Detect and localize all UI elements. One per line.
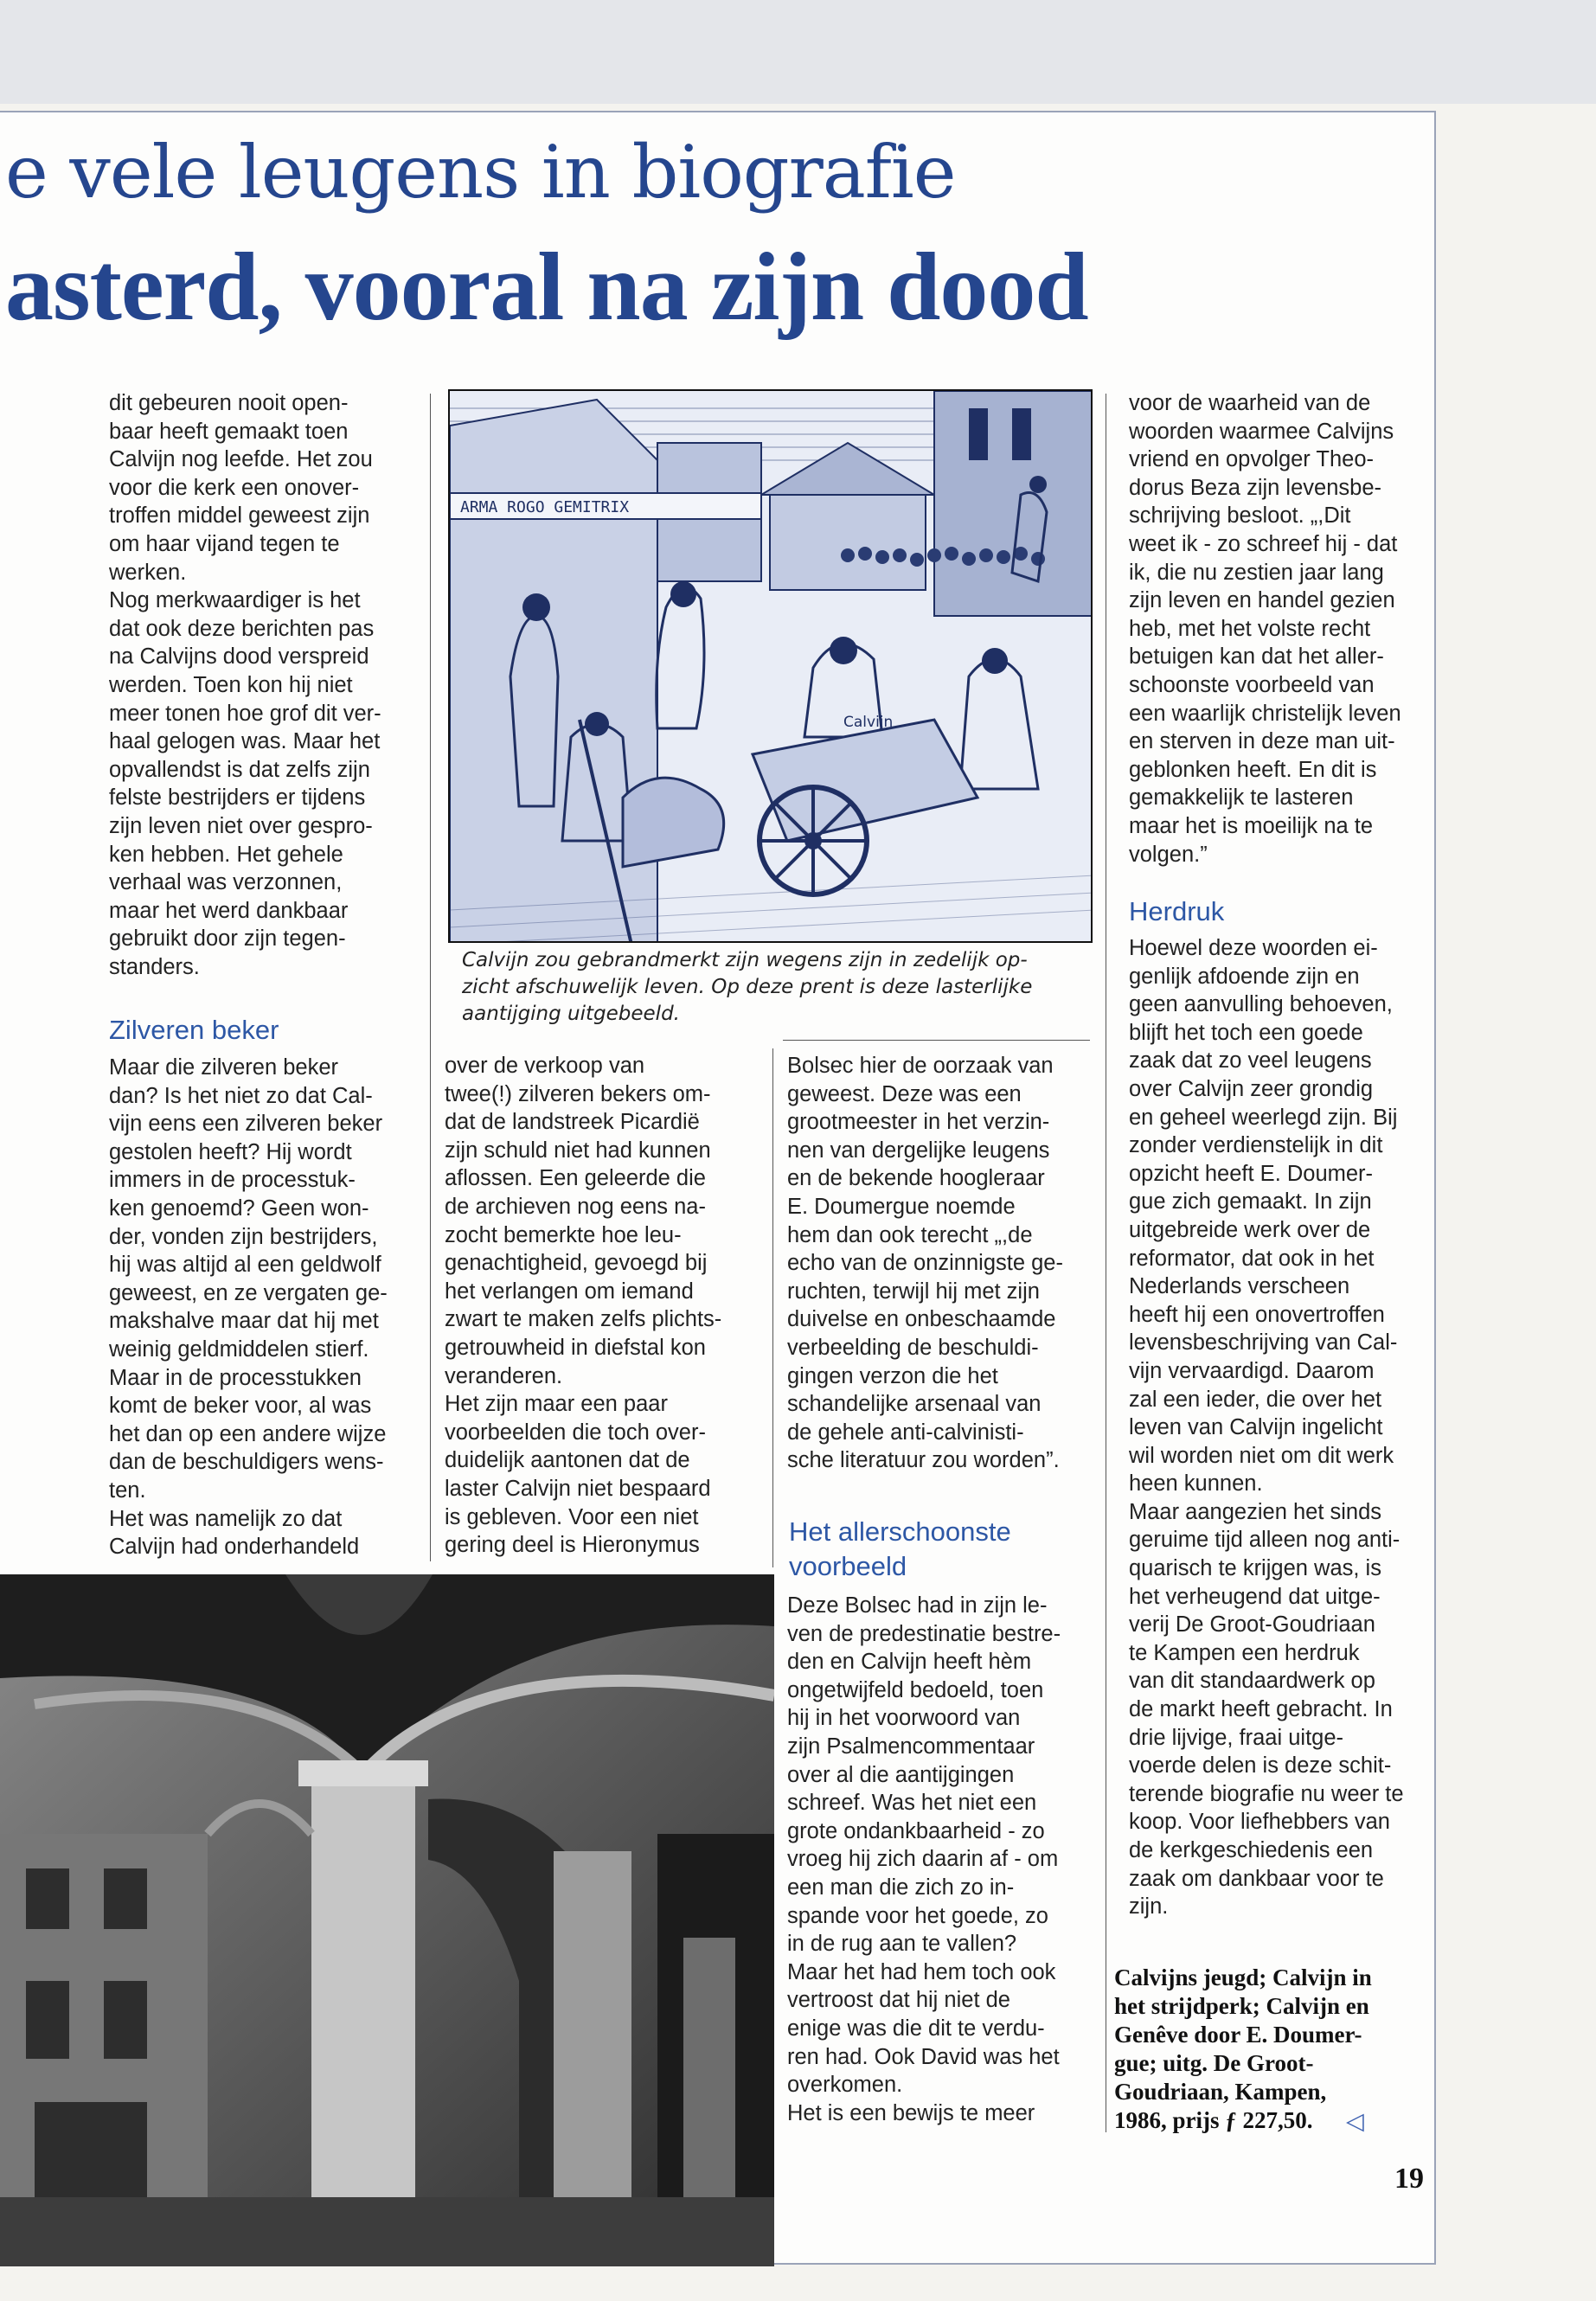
col4-line: vriend en opvolger Theo-	[1129, 447, 1375, 472]
col3-line: nen van dergelijke leugens	[787, 1138, 1050, 1163]
col3b-line: Deze Bolsec had in zijn le-	[787, 1593, 1048, 1618]
col3-line: hem dan ook terecht „,de	[787, 1222, 1033, 1247]
col1b-line: Maar in de processtukken	[109, 1365, 362, 1390]
col1b-line: het dan op een andere wijze	[109, 1421, 387, 1446]
end-mark-icon: ◁	[1346, 2108, 1364, 2134]
col4b-line: drie lijvige, fraai uitge-	[1129, 1725, 1344, 1750]
col4-line: volgen.”	[1129, 842, 1208, 867]
caption-line: Calvijn zou gebrandmerkt zijn wegens zijn in zedelijk op-	[462, 949, 1028, 971]
col4b-line: van dit standaardwerk op	[1129, 1669, 1375, 1694]
col1-line: standers.	[109, 954, 200, 979]
col4-line: een waarlijk christelijk leven	[1129, 701, 1401, 726]
column-4	[1129, 389, 1440, 868]
col1-line: om haar vijand tegen te	[109, 531, 340, 556]
col2-line: gering deel is Hieronymus	[445, 1533, 700, 1558]
col3b-line: spande voor het goede, zo	[787, 1903, 1048, 1928]
col1-line: gebruikt door zijn tegen-	[109, 926, 346, 952]
col1b-line: dan de beschuldigers wens-	[109, 1450, 384, 1475]
col2-line: veranderen.	[445, 1363, 563, 1388]
caption-line: zicht afschuwelijk leven. Op deze prent is deze lasterlijke	[462, 976, 1033, 998]
col4b-line: levensbeschrijving van Cal-	[1129, 1330, 1398, 1356]
col3b-line: ongetwijfeld bedoeld, toen	[787, 1677, 1044, 1702]
book-credit	[1114, 1964, 1460, 2135]
col3-line: echo van de onzinnigste ge-	[787, 1251, 1063, 1276]
column-4-continued	[1129, 934, 1440, 1921]
col1b-line: vijn eens een zilveren beker	[109, 1112, 383, 1137]
col3b-line: Maar het had hem toch ook	[787, 1959, 1056, 1984]
col4b-line: koop. Voor liefhebbers van	[1129, 1810, 1390, 1835]
col4b-line: over Calvijn zeer grondig	[1129, 1076, 1374, 1101]
col3-line: E. Doumergue noemde	[787, 1194, 1016, 1219]
col1b-line: Het was namelijk zo dat	[109, 1506, 343, 1531]
col4-line: gemakkelijk te lasteren	[1129, 785, 1354, 811]
credit-line: Calvijns jeugd; Calvijn in	[1114, 1965, 1372, 1990]
col4-line: voor de waarheid van de	[1129, 391, 1371, 415]
col4b-line: Maar aangezien het sinds	[1129, 1499, 1382, 1524]
col3b-line: ren had. Ook David was het	[787, 2044, 1060, 2069]
col1-line: Nog merkwaardiger is het	[109, 588, 361, 613]
col3-line: schandelijke arsenaal van	[787, 1392, 1042, 1417]
col1b-line: Maar die zilveren beker	[109, 1055, 339, 1080]
column-1	[109, 389, 420, 981]
caption-line: aantijging uitgebeeld.	[462, 1003, 680, 1025]
col1b-line: weinig geldmiddelen stierf.	[109, 1336, 369, 1362]
col3b-line: over al die aantijgingen	[787, 1762, 1015, 1787]
col4-line: schrijving besloot. „,Dit	[1129, 503, 1351, 529]
col4b-line: uitgebreide werk over de	[1129, 1217, 1371, 1242]
col1-line: werken.	[109, 560, 187, 585]
column-2	[445, 1052, 773, 1560]
col4b-line: verij De Groot-Goudriaan	[1129, 1612, 1375, 1638]
col2-line: duidelijk aantonen dat de	[445, 1448, 690, 1473]
col4-line: ik, die nu zestien jaar lang	[1129, 560, 1384, 585]
col4-line: betuigen kan dat het aller-	[1129, 644, 1384, 670]
col2-line: is gebleven. Voor een niet	[445, 1504, 699, 1529]
col3b-line: vertroost dat hij niet de	[787, 1988, 1010, 2013]
col4b-line: heeft hij een onovertroffen	[1129, 1302, 1385, 1327]
col4b-line: te Kampen een herdruk	[1129, 1640, 1360, 1665]
col3b-line: ven de predestinatie bestre-	[787, 1621, 1061, 1646]
col1-line: Calvijn nog leefde. Het zou	[109, 447, 373, 472]
col4b-line: wil worden niet om dit werk	[1129, 1443, 1394, 1468]
col3b-line: een man die zich zo in-	[787, 1875, 1015, 1900]
credit-line: Genêve door E. Doumer-	[1114, 2022, 1362, 2048]
col1-line: baar heeft gemaakt toen	[109, 419, 349, 444]
col3-line: geweest. Deze was een	[787, 1081, 1022, 1106]
col4b-line: Nederlands verscheen	[1129, 1274, 1350, 1299]
col3-line: sche literatuur zou worden”.	[787, 1448, 1060, 1473]
col4-line: zijn leven en handel gezien	[1129, 588, 1395, 613]
col1-line: dat ook deze berichten pas	[109, 616, 375, 641]
col3b-line: overkomen.	[787, 2073, 903, 2098]
col3-line: en de bekende hoogleraar	[787, 1166, 1045, 1191]
col2-line: Het zijn maar een paar	[445, 1392, 668, 1417]
col4b-line: terende biografie nu weer te	[1129, 1781, 1404, 1806]
col3b-line: in de rug aan te vallen?	[787, 1932, 1017, 1957]
col3b-line: grote ondankbaarheid - zo	[787, 1818, 1045, 1843]
subheading-herdruk: Herdruk	[1129, 896, 1225, 926]
col1-line: verhaal was verzonnen,	[109, 870, 343, 895]
col3-line: ruchten, terwijl hij met zijn	[787, 1279, 1040, 1304]
col4-line: schoonste voorbeeld van	[1129, 672, 1375, 697]
col2-line: over de verkoop van	[445, 1054, 645, 1078]
col1b-line: dan? Is het niet zo dat Cal-	[109, 1083, 373, 1108]
credit-line: 1986, prijs ƒ 227,50.	[1114, 2107, 1313, 2133]
col1b-line: gestolen heeft? Hij wordt	[109, 1139, 352, 1164]
headline-line-1: e vele leugens in biografie	[5, 130, 956, 215]
col1-line: ken hebben. Het gehele	[109, 842, 343, 867]
col1b-line: ten.	[109, 1477, 146, 1503]
col4b-line: reformator, dat ook in het	[1129, 1246, 1375, 1271]
col4b-line: geruime tijd alleen nog anti-	[1129, 1528, 1401, 1553]
col3b-line: den en Calvijn heeft hèm	[787, 1650, 1032, 1675]
column-3	[787, 1052, 1099, 1475]
col4b-line: voerde delen is deze schit-	[1129, 1753, 1392, 1779]
col4-line: geblonken heeft. En dit is	[1129, 757, 1377, 782]
page-number: 19	[1394, 2163, 1424, 2195]
col4-line: woorden waarmee Calvijns	[1129, 419, 1394, 444]
subheading-allerschoonste-2: voorbeeld	[789, 1551, 907, 1581]
col4b-line: het verheugend dat uitge-	[1129, 1584, 1381, 1609]
engraving-calvijn-label: Calvijn	[843, 714, 894, 731]
col2-line: zocht bemerkte hoe leu-	[445, 1222, 682, 1247]
col4b-line: vijn vervaardigd. Daarom	[1129, 1358, 1375, 1383]
col2-line: voorbeelden die toch over-	[445, 1420, 706, 1445]
cloister-svg	[0, 1574, 774, 2266]
col4-line: heb, met het volste recht	[1129, 616, 1371, 641]
col2-line: zwart te maken zelfs plichts-	[445, 1307, 722, 1332]
col3b-line: hij in het voorwoord van	[787, 1706, 1021, 1731]
col4-line: weet ik - zo schreef hij - dat	[1129, 531, 1398, 556]
col1b-line: makshalve maar dat hij met	[109, 1309, 379, 1334]
col3-line: de gehele anti-calvinisti-	[787, 1420, 1024, 1445]
col1-line: opvallendst is dat zelfs zijn	[109, 757, 370, 782]
col2-line: genachtigheid, gevoegd bij	[445, 1251, 708, 1276]
col1b-line: Calvijn had onderhandeld	[109, 1535, 360, 1560]
col4b-line: zijn.	[1129, 1894, 1169, 1920]
col1-line: felste bestrijders er tijdens	[109, 785, 366, 811]
col1b-line: der, vonden zijn bestrijders,	[109, 1224, 378, 1249]
credit-line: gue; uitg. De Groot-	[1114, 2050, 1314, 2076]
column-3-continued	[787, 1592, 1099, 2127]
col1-line: zijn leven niet over gespro-	[109, 813, 373, 838]
headline-line-2: asterd, vooral na zijn dood	[5, 234, 1088, 341]
col3b-line: zijn Psalmencommentaar	[787, 1734, 1035, 1759]
col1-line: haal gelogen was. Maar het	[109, 729, 381, 754]
top-band	[0, 0, 1596, 104]
col4b-line: zaak om dankbaar voor te	[1129, 1866, 1384, 1891]
engraving-illustration	[448, 389, 1093, 943]
col1-line: meer tonen hoe grof dit ver-	[109, 701, 381, 726]
col3b-line: Het is een bewijs te meer	[787, 2100, 1035, 2125]
col4b-line: en geheel weerlegd zijn. Bij	[1129, 1105, 1398, 1130]
col3b-line: schreef. Was het niet een	[787, 1791, 1037, 1816]
col1b-line: komt de beker voor, al was	[109, 1394, 372, 1419]
col1b-line: immers in de processtuk-	[109, 1168, 356, 1193]
col2-line: zijn schuld niet had kunnen	[445, 1138, 711, 1163]
col4b-line: opzicht heeft E. Doumer-	[1129, 1161, 1374, 1186]
engraving-caption	[462, 947, 1102, 1028]
col3-line: verbeelding de beschuldi-	[787, 1335, 1039, 1360]
col2-line: laster Calvijn niet bespaard	[445, 1476, 711, 1501]
col2-line: de archieven nog eens na-	[445, 1194, 706, 1219]
engraving-svg	[450, 391, 1093, 943]
subheading-zilveren-beker: Zilveren beker	[109, 1015, 279, 1045]
col4b-line: blijft het toch een goede	[1129, 1020, 1363, 1045]
col4b-line: zaak dat zo veel leugens	[1129, 1048, 1372, 1074]
col3b-line: enige was die dit te verdu-	[787, 2016, 1045, 2041]
col3-line: duivelse en onbeschaamde	[787, 1307, 1056, 1332]
col4b-line: Hoewel deze woorden ei-	[1129, 936, 1378, 960]
col1b-line: ken genoemd? Geen won-	[109, 1195, 369, 1221]
col4b-line: zal een ieder, die over het	[1129, 1387, 1382, 1412]
col4b-line: heen kunnen.	[1129, 1471, 1263, 1497]
col4b-line: de markt heeft gebracht. In	[1129, 1697, 1393, 1722]
col2-line: twee(!) zilveren bekers om-	[445, 1081, 711, 1106]
col4b-line: zonder verdienstelijk in dit	[1129, 1133, 1383, 1158]
col4-line: maar het is moeilijk na te	[1129, 813, 1374, 838]
col1-line: troffen middel geweest zijn	[109, 503, 370, 529]
col1-line: voor die kerk een onover-	[109, 475, 360, 500]
col4-line: en sterven in deze man uit-	[1129, 729, 1395, 754]
col2-line: het verlangen om iemand	[445, 1279, 694, 1304]
subheading-allerschoonste-1: Het allerschoonste	[789, 1516, 1011, 1547]
col1-line: na Calvijns dood verspreid	[109, 644, 369, 670]
column-1-continued	[109, 1054, 420, 1561]
col2-line: dat de landstreek Picardië	[445, 1110, 700, 1135]
col4-line: dorus Beza zijn levensbe-	[1129, 475, 1381, 500]
col1-line: dit gebeuren nooit open-	[109, 391, 349, 415]
engraving-banner: ARMA ROGO GEMITRIX	[460, 498, 630, 516]
col4b-line: gue zich gemaakt. In zijn	[1129, 1189, 1372, 1215]
credit-line: Goudriaan, Kampen,	[1114, 2079, 1327, 2105]
col4b-line: genlijk afdoende zijn en	[1129, 964, 1360, 989]
col2-line: aflossen. Een geleerde die	[445, 1166, 706, 1191]
col3-line: grootmeester in het verzin-	[787, 1110, 1050, 1135]
caption-rule	[783, 1040, 1090, 1041]
col4b-line: leven van Calvijn ingelicht	[1129, 1415, 1383, 1440]
col3-line: gingen verzon die het	[787, 1363, 998, 1388]
col3b-line: vroeg hij zich daarin af - om	[787, 1847, 1059, 1872]
col4b-line: de kerkgeschiedenis een	[1129, 1838, 1374, 1862]
col4b-line: geen aanvulling behoeven,	[1129, 992, 1393, 1017]
col3-line: Bolsec hier de oorzaak van	[787, 1054, 1054, 1078]
credit-line: het strijdperk; Calvijn en	[1114, 1993, 1369, 2019]
col1-line: maar het werd dankbaar	[109, 898, 349, 923]
col1b-line: hij was altijd al een geldwolf	[109, 1253, 381, 1278]
col4b-line: quarisch te krijgen was, is	[1129, 1556, 1381, 1581]
col2-line: getrouwheid in diefstal kon	[445, 1335, 706, 1360]
col1b-line: geweest, en ze vergaten ge-	[109, 1280, 388, 1305]
cloister-photo	[0, 1574, 774, 2266]
column-rule-2	[772, 1048, 773, 1567]
col1-line: werden. Toen kon hij niet	[109, 672, 353, 697]
column-rule-1	[430, 394, 431, 1561]
